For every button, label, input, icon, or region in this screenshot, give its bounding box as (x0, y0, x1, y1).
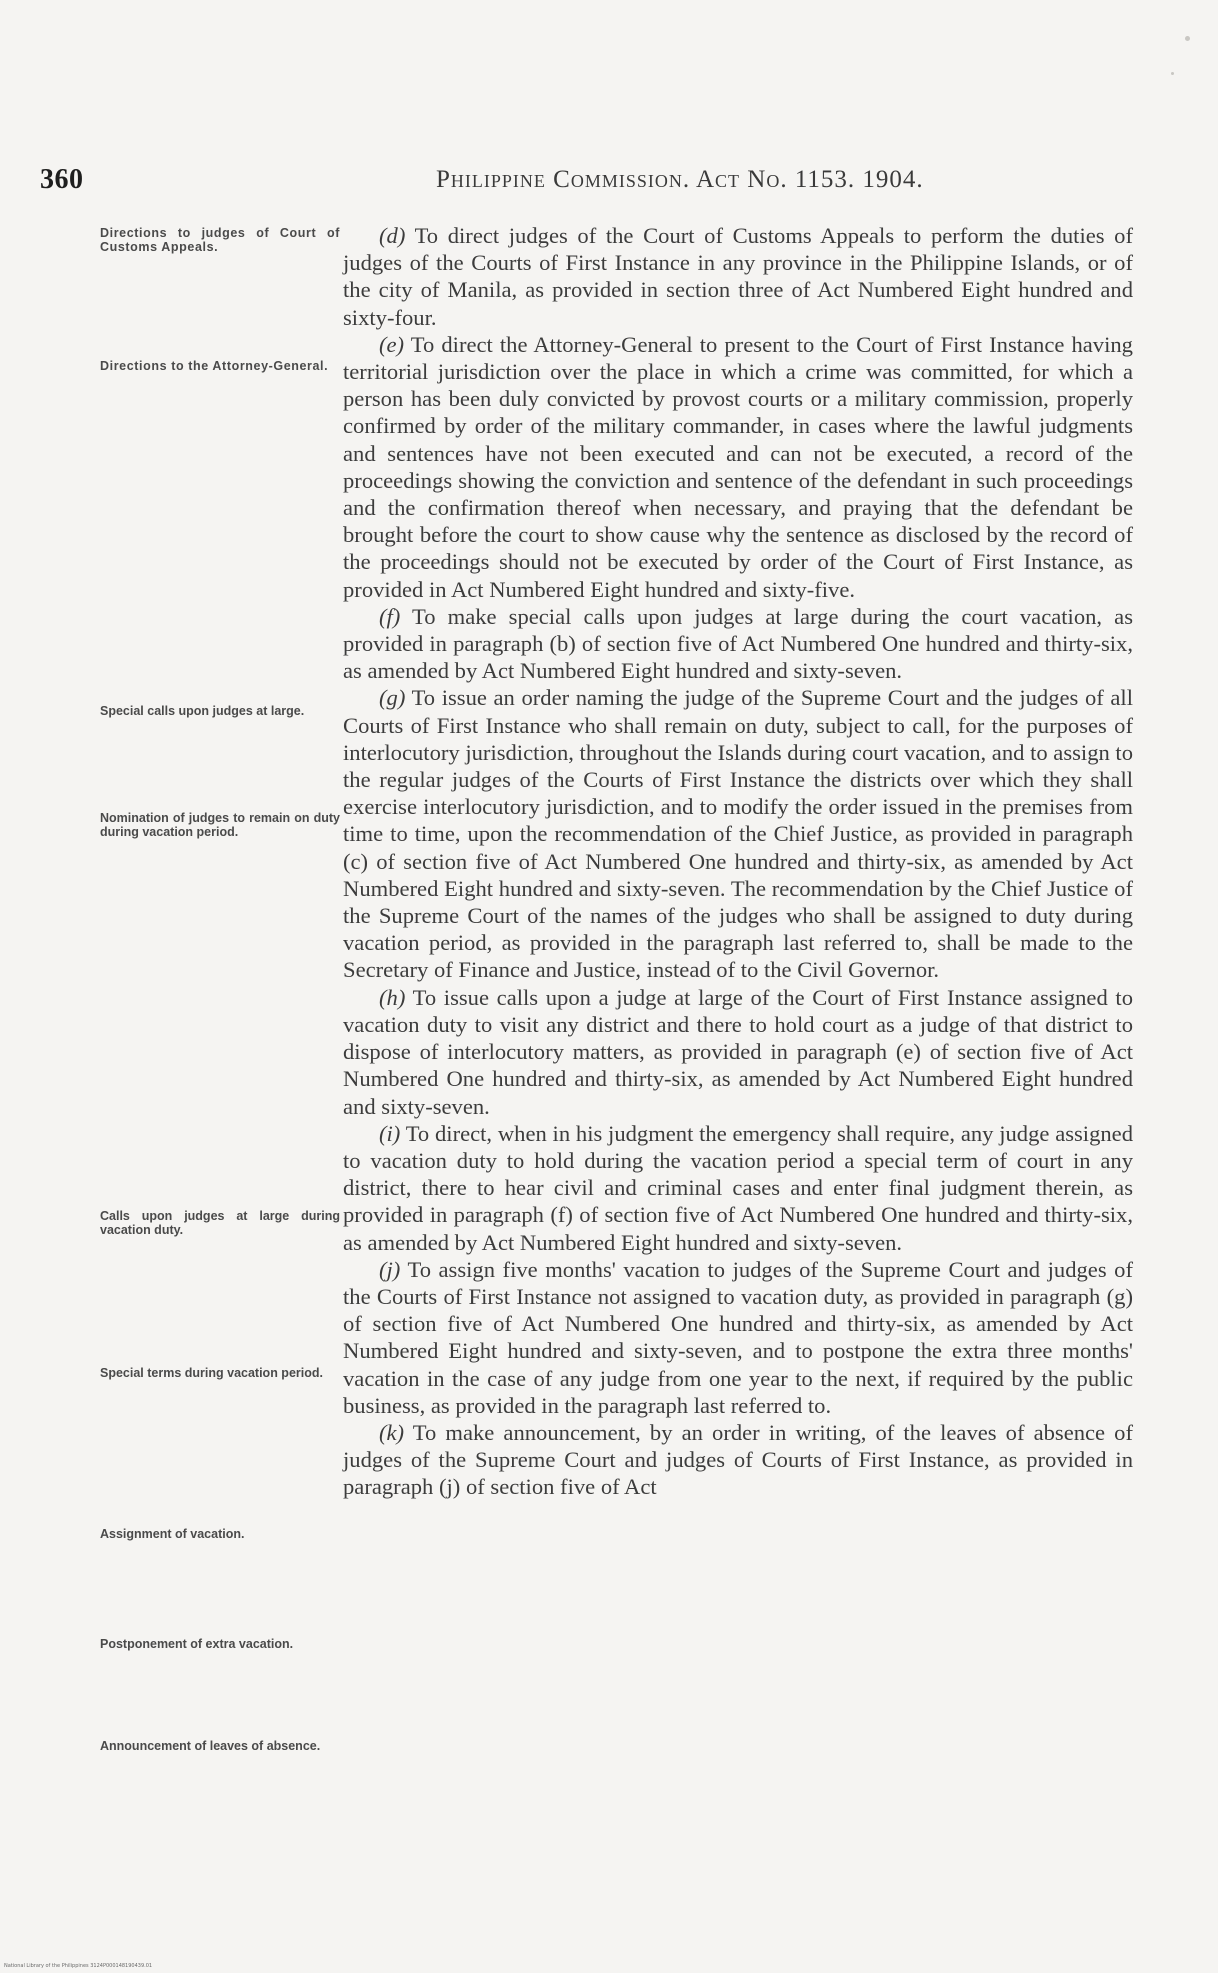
paragraph-text: To make announcement, by an order in writing, of the leaves of absence of judges of the Supreme Court and judges of Courts of First Instance, as provided in paragraph (j) of section five of Act (343, 1419, 1133, 1500)
paragraph-i (343, 1120, 1133, 1256)
paragraph-j (343, 1256, 1133, 1419)
side-note-special-terms: Special terms during vacation period. (100, 1366, 323, 1380)
paragraph-text: To direct, when in his judgment the emergency shall require, any judge assigned to vacation duty to hold during the vacation period a special term of court in any district, there to hear civil and criminal cases and enter final judgment therein, as provided in paragraph (f) of section five of Act Numbered One hundred and thirty-six, as amended by Act Numbered Eight hundred and sixty-seven. (343, 1120, 1133, 1255)
side-note-nomination: Nomination of judges to remain on duty during vacation period. (100, 811, 340, 839)
paragraph-d (343, 222, 1133, 331)
side-note-postponement: Postponement of extra vacation. (100, 1637, 294, 1651)
side-note-leaves: Announcement of leaves of absence. (100, 1739, 321, 1753)
paragraph-g (343, 684, 1133, 983)
side-note-assignment: Assignment of vacation. (100, 1527, 245, 1541)
paragraph-mark: (h) (379, 984, 406, 1010)
paragraph-f (343, 603, 1133, 685)
paragraph-text: To issue an order naming the judge of the Supreme Court and the judges of all Courts of First Instance who shall remain on duty, subject to call, for the purposes of interlocutory jurisdiction, throughout the Islands during court vacation, and to assign to the regular judges of the Courts of First Instance the districts over which they shall exercise interlocutory jurisdiction, and to modify the order issued in the premises from time to time, upon the recommendation of the Chief Justice, as provided in paragraph (c) of section five of Act Numbered One hundred and thirty-six, as amended by Act Numbered Eight hundred and sixty-seven. The recommendation by the Chief Justice of the Supreme Court of the names of the judges who shall be assigned to duty during vacation period, as provided in the paragraph last referred to, shall be made to the Secretary of Finance and Justice, instead of to the Civil Governor. (343, 685, 1134, 983)
paragraph-text: To make special calls upon judges at large during the court vacation, as provided in paragraph (b) of section five of Act Numbered One hundred and thirty-six, as amended by Act Numbered Eight hundred and sixty-seven. (343, 603, 1133, 684)
paragraph-e (343, 331, 1133, 603)
page-number: 360 (40, 164, 84, 195)
scan-footer: National Library of the Philippines 3124P000148190439.01 (4, 1963, 153, 1969)
paragraph-mark: (d) (379, 223, 406, 248)
side-note-special-calls: Special calls upon judges at large. (100, 704, 305, 718)
scan-speck (1185, 36, 1190, 41)
side-note-attorney-general: Directions to the Attorney-General. (100, 359, 329, 373)
paragraph-text: To direct the Attorney-General to present to the Court of First Instance having territorial jurisdiction over the place in which a crime was committed, for which a person has been duly convicted by provost courts or a military commission, properly confirmed by order of the military commander, in cases where the lawful judgments and sentences have not been executed and can not be executed, a record of the proceedings showing the conviction and sentence of the defendant in such proceedings and the confirmation thereof when necessary, and praying that the defendant be brought before the court to show cause why the sentence as disclosed by the record of the proceedings should not be executed by order of the Court of First Instance, as provided in Act Numbered Eight hundred and sixty-five. (343, 331, 1133, 602)
paragraph-mark: (k) (379, 1419, 405, 1445)
paragraph-text: To direct judges of the Court of Customs Appeals to perform the duties of judges of the Courts of First Instance in any province in the Philippine Islands, or of the city of Manila, as provided in section three of Act Numbered Eight hundred and sixty-four. (343, 223, 1133, 330)
paragraph-mark: (j) (379, 1256, 401, 1282)
side-note-vacation-calls: Calls upon judges at large during vacation duty. (100, 1209, 340, 1237)
paragraph-mark: (f) (379, 603, 401, 629)
side-note-customs-appeals: Directions to judges of Court of Customs Appeals. (100, 226, 340, 254)
paragraph-k (343, 1419, 1133, 1501)
running-head: Philippine Commission. Act No. 1153. 1904. (436, 166, 924, 193)
paragraph-text: To assign five months' vacation to judges of the Supreme Court and judges of the Courts of First Instance not assigned to vacation duty, as provided in paragraph (g) of section five of Act Numbered One hundred and thirty-six, as amended by Act Numbered Eight hundred and sixty-seven, and to postpone the extra three months' vacation in the case of any judge from one year to the next, if required by the public business, as provided in the paragraph last referred to. (343, 1256, 1133, 1418)
paragraph-h (343, 984, 1133, 1120)
paragraph-text: To issue calls upon a judge at large of the Court of First Instance assigned to vacation duty to visit any district and there to hold court as a judge of that district to dispose of interlocutory matters, as provided in paragraph (e) of section five of Act Numbered One hundred and thirty-six, as amended by Act Numbered Eight hundred and sixty-seven. (343, 984, 1133, 1119)
scan-speck (1171, 72, 1174, 75)
paragraph-mark: (e) (379, 331, 405, 357)
paragraph-mark: (i) (379, 1120, 401, 1146)
paragraph-mark: (g) (379, 685, 406, 711)
body-text (343, 222, 1133, 1501)
